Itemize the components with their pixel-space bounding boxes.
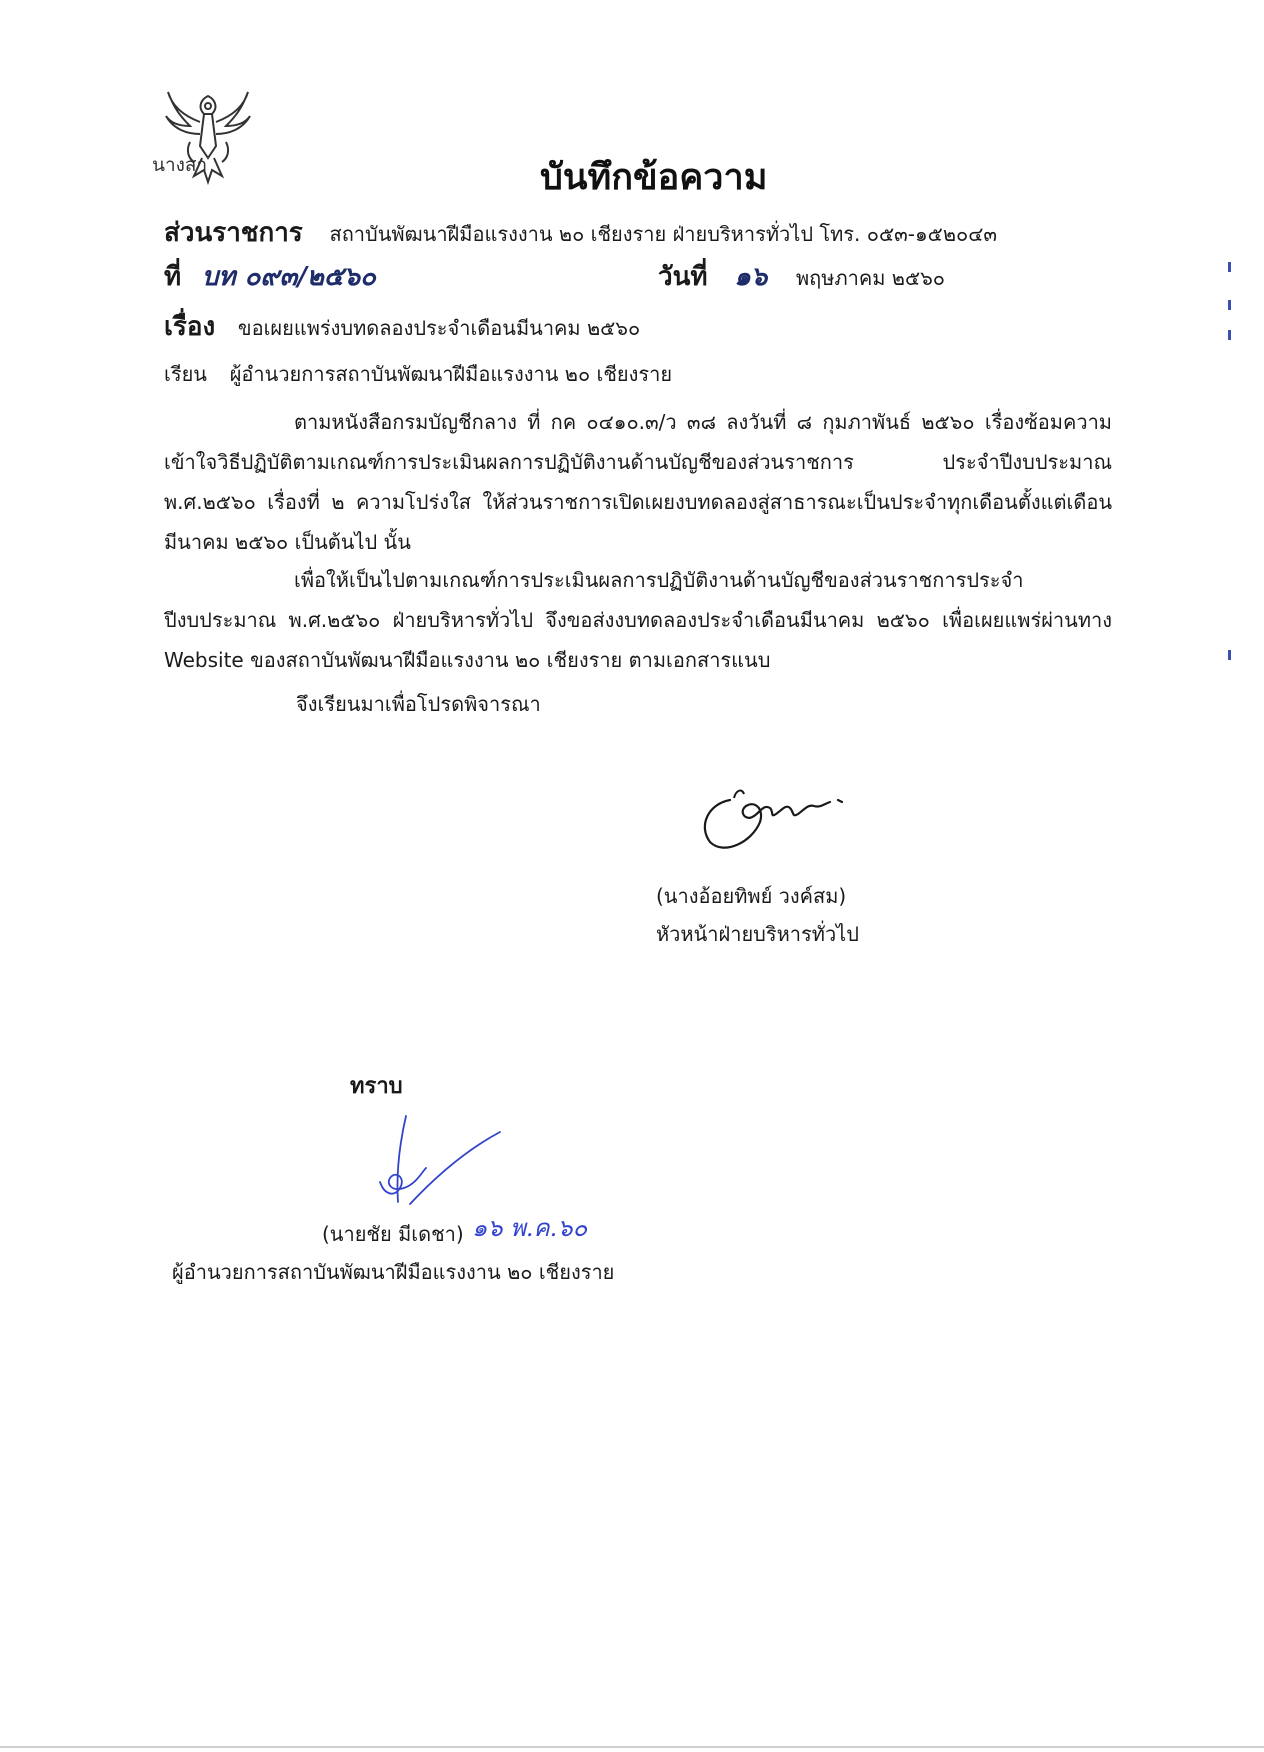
subject-line [164,306,640,347]
closing-line: จึงเรียนมาเพื่อโปรดพิจารณา [296,692,541,716]
subject-value: ขอเผยแพร่งบทดลองประจำเดือนมีนาคม ๒๕๖๐ [237,316,641,340]
subject-label: เรื่อง [164,312,216,342]
garuda-overlap-text: นางสา [152,154,208,176]
page-bottom-edge [0,1746,1264,1748]
scan-edge-mark [1228,300,1231,310]
acknowledged-label: ทราบ [350,1074,403,1099]
approver-position: ผู้อำนวยการสถาบันพัฒนาฝีมือแรงงาน ๒๐ เชียงราย [172,1260,615,1284]
scan-edge-mark [1228,262,1231,272]
signer-1-name: (นางอ้อยทิพย์ วงค์สม) [656,884,847,908]
reference-number-handwritten: บท ๐๙๓/๒๕๖๐ [201,262,376,292]
body-paragraph-1-text: ตามหนังสือกรมบัญชีกลาง ที่ กค ๐๔๑๐.๓/ว ๓๘ ลงวันที่ ๘ กุมภาพันธ์ ๒๕๖๐ เรื่องซ้อมความเข้าใจวิธีปฏิบัติตามเกณฑ์การประเมินผลการปฏิบัติงานด้านบัญชีของส่วนราชการ ประจำปีงบประมาณ พ.ศ.๒๕๖๐ เรื่องที่ ๒ ความโปร่งใส ให้ส่วนราชการเปิดเผยงบทดลองสู่สาธารณะเป็นประจำทุกเดือนตั้งแต่เดือนมีนาคม ๒๕๖๐ เป็นต้นไป นั้น [164,410,1112,554]
approval-date-handwritten: ๑๖ พ.ค.๖๐ [472,1214,588,1242]
recipient-label: เรียน [164,362,207,386]
memo-title: บันทึกข้อความ [540,157,768,198]
agency-value: สถาบันพัฒนาฝีมือแรงงาน ๒๐ เชียงราย ฝ่ายบริหารทั่วไป โทร. ๐๕๓-๑๕๒๐๔๓ [329,222,998,246]
agency-line [164,212,997,253]
reference-label: ที่ [164,262,182,292]
body-paragraph-2 [164,560,1112,680]
date-month-year: พฤษภาคม ๒๕๖๐ [795,266,946,290]
signer-1-position: หัวหน้าฝ่ายบริหารทั่วไป [656,922,859,946]
approver-name: (นายชัย มีเดชา) [322,1222,464,1246]
date-line [658,256,945,297]
signature-2-handwritten [370,1112,510,1222]
signature-1-handwritten [690,770,870,860]
body-paragraph-1 [164,402,1112,562]
agency-label: ส่วนราชการ [164,218,303,248]
scan-edge-mark [1228,650,1231,660]
reference-line [164,256,376,297]
date-day-handwritten: ๑๖ [734,262,768,292]
scan-edge-marks [1228,0,1234,1752]
scan-edge-mark [1228,330,1231,340]
recipient-line [164,358,672,390]
body-paragraph-2-text: เพื่อให้เป็นไปตามเกณฑ์การประเมินผลการปฏิบัติงานด้านบัญชีของส่วนราชการประจำปีงบประมาณ พ.ศ.๒๕๖๐ ฝ่ายบริหารทั่วไป จึงขอส่งงบทดลองประจำเดือนมีนาคม ๒๕๖๐ เพื่อเผยแพร่ผ่านทาง Website ของสถาบันพัฒนาฝีมือแรงงาน ๒๐ เชียงราย ตามเอกสารแนบ [164,568,1112,672]
recipient-value: ผู้อำนวยการสถาบันพัฒนาฝีมือแรงงาน ๒๐ เชียงราย [229,362,673,386]
date-label: วันที่ [658,262,708,292]
